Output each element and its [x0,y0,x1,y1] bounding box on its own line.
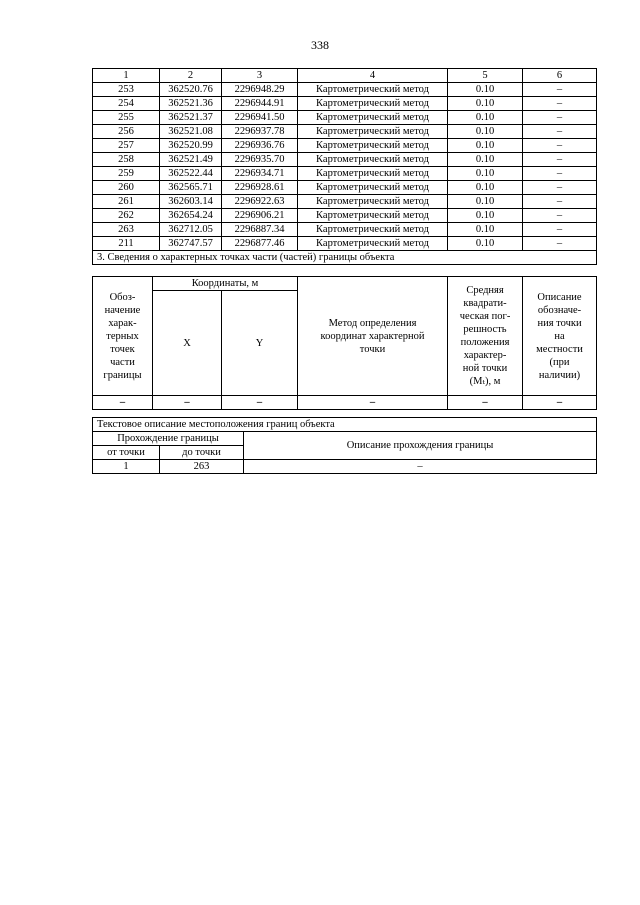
table-cell: 362603.14 [160,195,222,209]
table-cell: Картометрический метод [298,237,448,251]
table-cell: – [523,111,597,125]
table-cell: 362520.76 [160,83,222,97]
table-cell: – [93,396,153,410]
table-cell: 362522.44 [160,167,222,181]
table-cell: 362521.37 [160,111,222,125]
table-cell: 254 [93,97,160,111]
table-row [93,83,597,97]
table-row [93,460,597,474]
table-cell: 4 [298,69,448,83]
table-cell: 0.10 [448,97,523,111]
table-cell: 0.10 [448,237,523,251]
table-cell: 2296922.63 [222,195,298,209]
table-cell: 2296935.70 [222,153,298,167]
table-cell: 362565.71 [160,181,222,195]
table-cell: 263 [160,460,244,474]
table-cell: 256 [93,125,160,139]
table-cell: 0.10 [448,153,523,167]
header-y: Y [222,291,298,396]
table-cell: 2296941.50 [222,111,298,125]
table-cell: – [523,97,597,111]
table-cell: 362521.49 [160,153,222,167]
table-cell: 362654.24 [160,209,222,223]
table-cell: – [523,223,597,237]
table-cell: 3 [222,69,298,83]
table-cell: 261 [93,195,160,209]
table-cell: 0.10 [448,223,523,237]
table-cell: 6 [523,69,597,83]
table-cell: 0.10 [448,209,523,223]
table-cell: 0.10 [448,139,523,153]
header-designation: Обоз- начение харак- терных точек части границы [93,277,153,396]
table-row [93,223,597,237]
table-cell: 2296906.21 [222,209,298,223]
table-cell: – [523,209,597,223]
table-cell: – [244,460,597,474]
table-cell: Картометрический метод [298,111,448,125]
table-cell: – [523,396,597,410]
header-x: X [153,291,222,396]
table-cell: 2296934.71 [222,167,298,181]
table-cell: 258 [93,153,160,167]
table-cell: 0.10 [448,167,523,181]
table-cell: Картометрический метод [298,153,448,167]
characteristic-points-table [92,276,597,410]
table-cell: 259 [93,167,160,181]
table-cell: Картометрический метод [298,83,448,97]
table-cell: – [153,396,222,410]
coordinates-table [92,68,597,265]
table-cell: Картометрический метод [298,181,448,195]
table-cell: 1 [93,69,160,83]
table-cell: 0.10 [448,181,523,195]
section-title-text-description: Текстовое описание местоположения границ объекта [93,418,597,432]
table-cell: Картометрический метод [298,97,448,111]
table-cell: 2296948.29 [222,83,298,97]
header-row [93,69,597,83]
header-passage-description: Описание прохождения границы [244,432,597,460]
table-cell: 260 [93,181,160,195]
table-cell: 2296937.78 [222,125,298,139]
table-row [93,111,597,125]
table-cell: 2296936.76 [222,139,298,153]
table-cell: – [523,139,597,153]
table-cell: 263 [93,223,160,237]
table-row [93,153,597,167]
table-cell: 0.10 [448,83,523,97]
table-cell: Картометрический метод [298,139,448,153]
table-cell: 0.10 [448,195,523,209]
table-cell: Картометрический метод [298,125,448,139]
table-cell: 0.10 [448,111,523,125]
header-to-point: до точки [160,446,244,460]
table-cell: 362747.57 [160,237,222,251]
table-row [93,195,597,209]
table-row [93,167,597,181]
table-cell: 262 [93,209,160,223]
table-cell: 0.10 [448,125,523,139]
table-cell: – [523,237,597,251]
table-cell: 255 [93,111,160,125]
table-cell: – [298,396,448,410]
table-cell: Картометрический метод [298,209,448,223]
table-cell: 2296877.46 [222,237,298,251]
table-cell: – [523,181,597,195]
table-cell: – [523,195,597,209]
table-cell: 2296944.91 [222,97,298,111]
section-title-points: 3. Сведения о характерных точках части (частей) границы объекта [93,251,597,265]
table-cell: 211 [93,237,160,251]
table-cell: 253 [93,83,160,97]
table-cell: – [222,396,298,410]
boundary-description-table [92,417,597,474]
table-cell: 362712.05 [160,223,222,237]
table-cell: 257 [93,139,160,153]
table-cell: Картометрический метод [298,167,448,181]
table-cell: 362520.99 [160,139,222,153]
table-row [93,97,597,111]
table-cell: 2296928.61 [222,181,298,195]
header-accuracy: Средняя квадрати- ческая пог- решность положения характер- ной точки (Mₜ), м [448,277,523,396]
table-cell: – [523,125,597,139]
header-description: Описание обозначе- ния точки на местности (при наличии) [523,277,597,396]
table-row [93,181,597,195]
header-passage: Прохождение границы [93,432,244,446]
table-row [93,139,597,153]
table-cell: – [523,153,597,167]
table-row [93,125,597,139]
table-row [93,237,597,251]
table-row [93,209,597,223]
table-cell: 2296887.34 [222,223,298,237]
header-method: Метод определения координат характерной точки [298,277,448,396]
table-cell: 362521.36 [160,97,222,111]
table-cell: – [448,396,523,410]
table-cell: 362521.08 [160,125,222,139]
table-cell: 1 [93,460,160,474]
table-cell: Картометрический метод [298,195,448,209]
table-cell: – [523,167,597,181]
table-cell: 5 [448,69,523,83]
header-coordinates: Координаты, м [153,277,298,291]
header-from-point: от точки [93,446,160,460]
table-cell: – [523,83,597,97]
table-row [93,396,597,410]
table-cell: Картометрический метод [298,223,448,237]
table-cell: 2 [160,69,222,83]
page-number: 338 [311,38,329,52]
